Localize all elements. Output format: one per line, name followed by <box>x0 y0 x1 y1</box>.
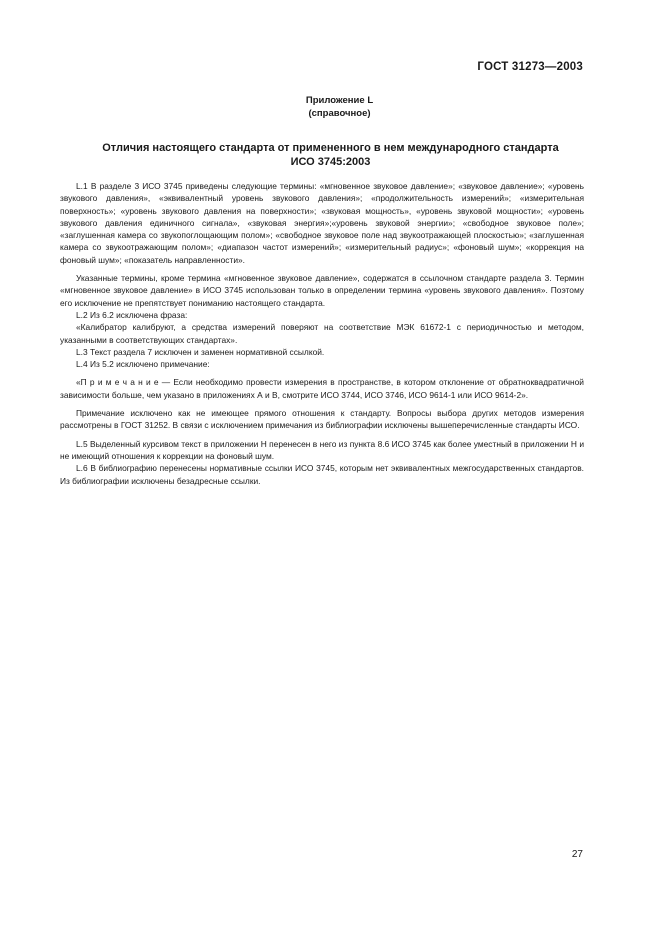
title-line-1: Отличия настоящего стандарта от примененного в нем международного стандарта <box>102 142 559 154</box>
body-text <box>60 180 584 487</box>
paragraph-terms-note: Указанные термины, кроме термина «мгновенное звуковое давление», содержатся в ссылочном стандарте раздела 3. Термин «мгновенное звуковое давление» в ИСО 3745 использован только в определении термина «уровень звукового давления». Поэтому его исключение не препятствует пониманию настоящего стандарта. <box>60 273 584 308</box>
paragraph-l5: L.5 Выделенный курсивом текст в приложении Н перенесен в него из пункта 8.6 ИСО 3745 как более уместный в приложении Н и не имеющий отношения к коррекции на фоновый шум. <box>60 438 584 461</box>
appendix-title <box>60 141 601 169</box>
appendix-label: Приложение L <box>305 95 374 106</box>
page-number: 27 <box>571 849 583 860</box>
paragraph-l6: L.6 В библиографию перенесены нормативные ссылки ИСО 3745, которым нет эквивалентных межгосударственных стандартов. Из библиографии исключены безадресные ссылки. <box>60 463 584 486</box>
paragraph-calibrator-quote: «Калибратор калибруют, а средства измерений поверяют на соответствие МЭК 61672-1 с периодичностью и методом, указанными в соответствующих стандартах». <box>60 322 584 345</box>
paragraph-l2: L.2 Из 6.2 исключена фраза: <box>76 309 188 320</box>
standard-number: ГОСТ 31273—2003 <box>477 61 583 73</box>
title-line-2: ИСО 3745:2003 <box>290 156 371 168</box>
paragraph-l4: L.4 Из 5.2 исключено примечание: <box>76 359 210 370</box>
paragraph-note-quote: «П р и м е ч а н и е — Если необходимо провести измерения в пространстве, в котором отклонение от обратноквадратичной зависимости больше, чем указано в приложениях А и В, смотрите ИСО 3744, ИСО 3746, ИСО 9614-1 или ИСО 9614-2». <box>60 377 584 400</box>
paragraph-l1: L.1 В разделе 3 ИСО 3745 приведены следующие термины: «мгновенное звуковое давление»; «звуковое давление»; «уровень звукового давления», «эквивалентный уровень звукового давления»; «продолжительность измерений»; «измерительная поверхность»; «уровень звукового давления на поверхности»; «звуковая мощность», «уровень звуковой мощности»; «уровень звукового давления единичного сигнала», «звуковая энергия»;«уровень звуковой энергии»; «свободное звуковое поле»; «заглушенная камера со звукопоглощающим полом»; «свободное звуковое поле над звукоотражающей плоскостью»; «заглушенная камера со звукоотражающим полом»; «диапазон частот измерений»; «измерительный радиус»; «фоновый шум»; «коррекция на фоновый шум»; «показатель направленности». <box>60 181 584 265</box>
paragraph-note-removed: Примечание исключено как не имеющее прямого отношения к стандарту. Вопросы выбора других методов измерения рассмотрены в ГОСТ 31252. В связи с исключением примечания из библиографии исключены вышеперечисленные стандарты ИСО. <box>60 408 584 431</box>
appendix-heading <box>0 94 661 120</box>
appendix-type: (справочное) <box>308 108 371 119</box>
paragraph-l3: L.3 Текст раздела 7 исключен и заменен нормативной ссылкой. <box>76 346 325 357</box>
